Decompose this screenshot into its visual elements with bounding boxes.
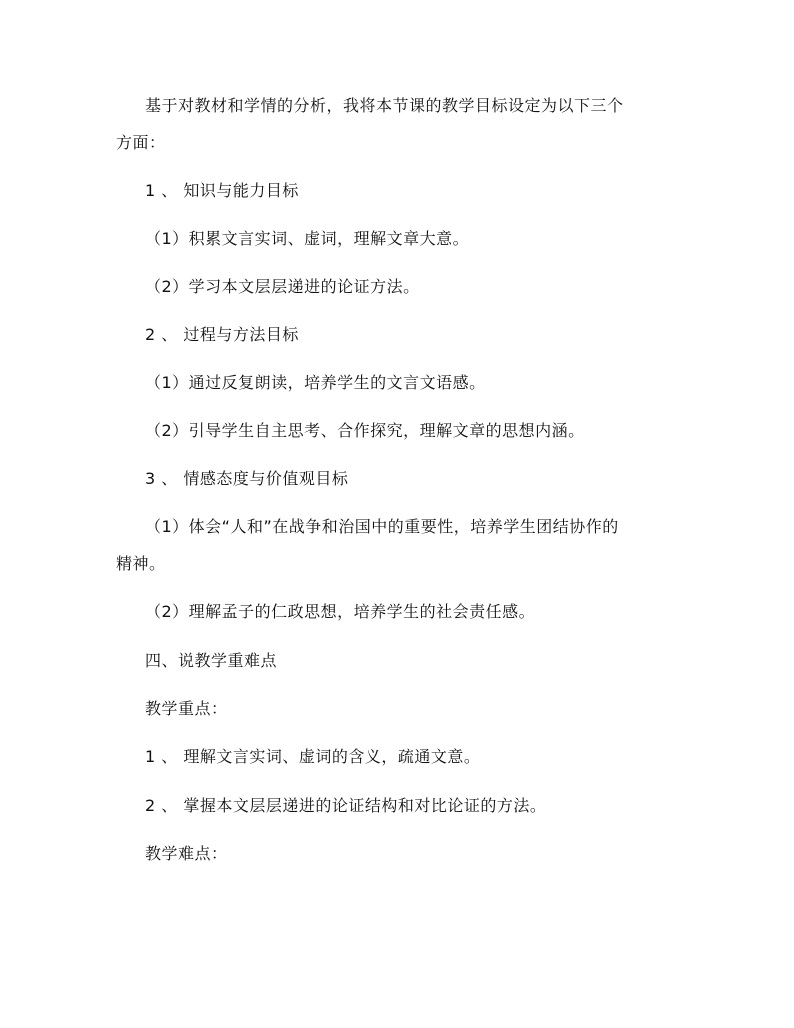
goal-2-item-2: （2）引导学生自主思考、合作探究，理解文章的思想内涵。 <box>145 421 585 440</box>
goal-2-heading: 2 、 过程与方法目标 <box>145 325 299 344</box>
goal-1-heading: 1 、 知识与能力目标 <box>145 181 299 200</box>
goal-3-item-1-line-1: （1）体会“人和”在战争和治国中的重要性，培养学生团结协作的 <box>145 517 619 536</box>
section-4-title: 四、说教学重难点 <box>145 651 278 670</box>
goal-3-item-2: （2）理解孟子的仁政思想，培养学生的社会责任感。 <box>145 602 536 621</box>
key-points-label: 教学重点： <box>145 699 228 718</box>
goal-2-item-1: （1）通过反复朗读，培养学生的文言文语感。 <box>145 373 486 392</box>
intro-paragraph-line-1: 基于对教材和学情的分析，我将本节课的教学目标设定为以下三个 <box>145 96 624 115</box>
intro-paragraph-line-2: 方面： <box>116 133 166 152</box>
goal-1-item-2: （2）学习本文层层递进的论证方法。 <box>145 277 420 296</box>
goal-1-item-1: （1）积累文言实词、虚词，理解文章大意。 <box>145 229 470 248</box>
key-point-1: 1 、 理解文言实词、虚词的含义，疏通文意。 <box>145 747 481 766</box>
goal-3-heading: 3 、 情感态度与价值观目标 <box>145 469 349 488</box>
goal-3-item-1-line-2: 精神。 <box>116 554 166 573</box>
difficult-points-label: 教学难点： <box>145 844 228 863</box>
key-point-2: 2 、 掌握本文层层递进的论证结构和对比论证的方法。 <box>145 796 547 815</box>
